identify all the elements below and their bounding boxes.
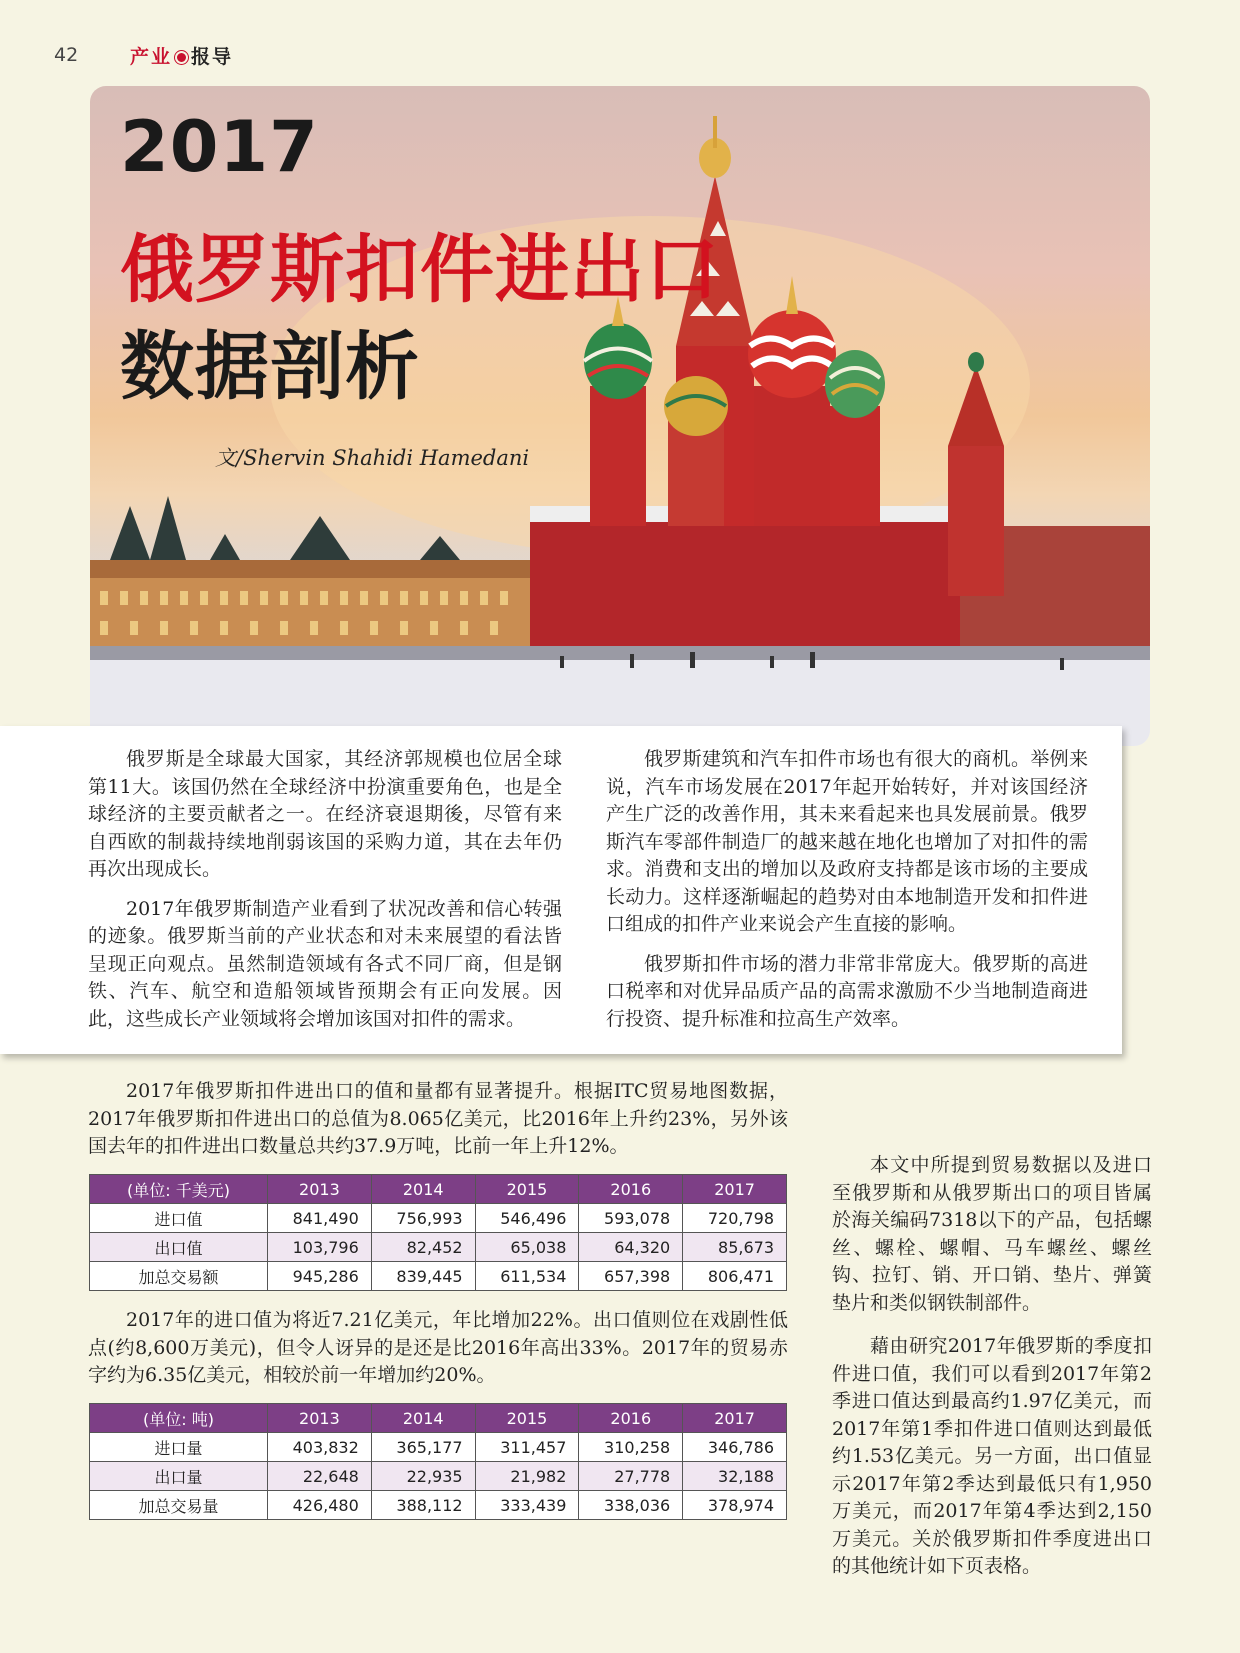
table-header-row — [90, 1175, 787, 1204]
table-cell: 22,935 — [371, 1462, 475, 1491]
hero-image — [90, 86, 1150, 746]
table-cell: 64,320 — [579, 1233, 683, 1262]
table-cell: 657,398 — [579, 1262, 683, 1291]
table-cell: 378,974 — [683, 1491, 787, 1520]
table-cell: 22,648 — [268, 1462, 372, 1491]
article-subtitle: 数据剖析 — [120, 324, 420, 410]
table-cell: 311,457 — [475, 1433, 579, 1462]
table-header-row — [90, 1404, 787, 1433]
table-row — [90, 1262, 787, 1291]
paragraph: 俄罗斯扣件市场的潜力非常非常庞大。俄罗斯的高进口税率和对优异品质产品的高需求激励不少当地制造商进行投资、提升标准和拉高生产效率。 — [606, 952, 1088, 1030]
section-label-report: 报导 — [191, 46, 234, 68]
row-label: 出口值 — [90, 1233, 268, 1262]
table-cell: 388,112 — [371, 1491, 475, 1520]
paragraph: 俄罗斯是全球最大国家，其经济郭规模也位居全球第11大。该国仍然在全球经济中扮演重要角色，也是全球经济的主要贡献者之一。在经济衰退期後，尽管有来自西欧的制裁持续地削弱该国的采购力道，其在去年仍再次出现成长。 — [88, 748, 562, 880]
page-number: 42 — [54, 44, 79, 66]
table-row — [90, 1433, 787, 1462]
table-cell: 945,286 — [268, 1262, 372, 1291]
table-cell: 756,993 — [371, 1204, 475, 1233]
body-paragraph-2 — [88, 1307, 788, 1390]
table-cell: 841,490 — [268, 1204, 372, 1233]
trade-volume-table — [89, 1403, 787, 1520]
table-cell: 27,778 — [579, 1462, 683, 1491]
section-label-industry: 产业 — [130, 46, 173, 68]
table-year-header: 2017 — [683, 1175, 787, 1204]
table-cell: 346,786 — [683, 1433, 787, 1462]
paragraph: 2017年俄罗斯扣件进出口的值和量都有显著提升。根据ITC贸易地图数据，2017年俄罗斯扣件进出口的总值为8.065亿美元，比2016年上升约23%，另外该国去年的扣件进出口数量总共约37.9万吨，比前一年上升12%。 — [88, 1080, 788, 1157]
table-cell: 338,036 — [579, 1491, 683, 1520]
body-right-column — [832, 1152, 1152, 1597]
row-label: 加总交易额 — [90, 1262, 268, 1291]
paragraph: 俄罗斯建筑和汽车扣件市场也有很大的商机。举例来说，汽车市场发展在2017年起开始转好，并对该国经济产生广泛的改善作用，其未来看起来也具发展前景。俄罗斯汽车零部件制造厂的越来越在地化也增加了对扣件的需求。消费和支出的增加以及政府支持都是该市场的主要成长动力。这样逐渐崛起的趋势对由本地制造开发和扣件进口组成的扣件产业来说会产生直接的影响。 — [606, 748, 1088, 935]
author-byline: 文/Shervin Shahidi Hamedani — [215, 446, 530, 470]
table-row — [90, 1491, 787, 1520]
table-cell: 310,258 — [579, 1433, 683, 1462]
table-year-header: 2013 — [268, 1404, 372, 1433]
intro-left-column — [88, 746, 562, 1045]
table-cell: 720,798 — [683, 1204, 787, 1233]
section-header — [130, 42, 233, 69]
table-cell: 403,832 — [268, 1433, 372, 1462]
table-cell: 21,982 — [475, 1462, 579, 1491]
table-year-header: 2013 — [268, 1175, 372, 1204]
table-year-header: 2015 — [475, 1175, 579, 1204]
table-cell: 426,480 — [268, 1491, 372, 1520]
table-cell: 85,673 — [683, 1233, 787, 1262]
table-cell: 65,038 — [475, 1233, 579, 1262]
intro-box — [0, 726, 1122, 1054]
table-cell: 365,177 — [371, 1433, 475, 1462]
bullet-dot-icon — [175, 51, 188, 64]
trade-value-table — [89, 1174, 787, 1291]
paragraph: 藉由研究2017年俄罗斯的季度扣件进口值，我们可以看到2017年第2季进口值达到最高约1.97亿美元，而2017年第1季扣件进口值则达到最低约1.53亿美元。另一方面，出口值显示2017年第2季达到最低只有1,950万美元，而2017年第4季达到2,150万美元。关於俄罗斯扣件季度进出口的其他统计如下页表格。 — [832, 1335, 1152, 1577]
table-cell: 103,796 — [268, 1233, 372, 1262]
table-row — [90, 1204, 787, 1233]
table-cell: 333,439 — [475, 1491, 579, 1520]
table-row — [90, 1462, 787, 1491]
paragraph: 本文中所提到贸易数据以及进口至俄罗斯和从俄罗斯出口的项目皆属於海关编码7318以下的产品，包括螺丝、螺栓、螺帽、马车螺丝、螺丝钩、拉钉、销、开口销、垫片、弹簧垫片和类似钢铁制部件。 — [832, 1154, 1152, 1314]
table-cell: 32,188 — [683, 1462, 787, 1491]
table-year-header: 2016 — [579, 1404, 683, 1433]
table-year-header: 2014 — [371, 1404, 475, 1433]
table-year-header: 2014 — [371, 1175, 475, 1204]
intro-right-column — [606, 746, 1088, 1045]
paragraph: 2017年的进口值为将近7.21亿美元，年比增加22%。出口值则位在戏剧性低点(约8,600万美元)，但令人讶异的是还是比2016年高出33%。2017年的贸易赤字约为6.35亿美元，相较於前一年增加约20%。 — [88, 1309, 788, 1386]
row-label: 进口量 — [90, 1433, 268, 1462]
article-year: 2017 — [120, 106, 319, 188]
row-label: 加总交易量 — [90, 1491, 268, 1520]
table-unit-header: (单位: 吨) — [90, 1404, 268, 1433]
table-cell: 839,445 — [371, 1262, 475, 1291]
table-year-header: 2017 — [683, 1404, 787, 1433]
table-cell: 806,471 — [683, 1262, 787, 1291]
table-year-header: 2016 — [579, 1175, 683, 1204]
row-label: 出口量 — [90, 1462, 268, 1491]
table-cell: 611,534 — [475, 1262, 579, 1291]
paragraph: 2017年俄罗斯制造产业看到了状况改善和信心转强的迹象。俄罗斯当前的产业状态和对未来展望的看法皆呈现正向观点。虽然制造领域有各式不同厂商，但是钢铁、汽车、航空和造船领域皆预期会有正向发展。因此，这些成长产业领域将会增加该国对扣件的需求。 — [88, 897, 562, 1030]
table-year-header: 2015 — [475, 1404, 579, 1433]
table-cell: 546,496 — [475, 1204, 579, 1233]
table-row — [90, 1233, 787, 1262]
article-title: 俄罗斯扣件进出口 — [120, 227, 720, 313]
body-paragraph-1 — [88, 1078, 788, 1161]
table-cell: 593,078 — [579, 1204, 683, 1233]
table-unit-header: (单位: 千美元) — [90, 1175, 268, 1204]
row-label: 进口值 — [90, 1204, 268, 1233]
table-cell: 82,452 — [371, 1233, 475, 1262]
